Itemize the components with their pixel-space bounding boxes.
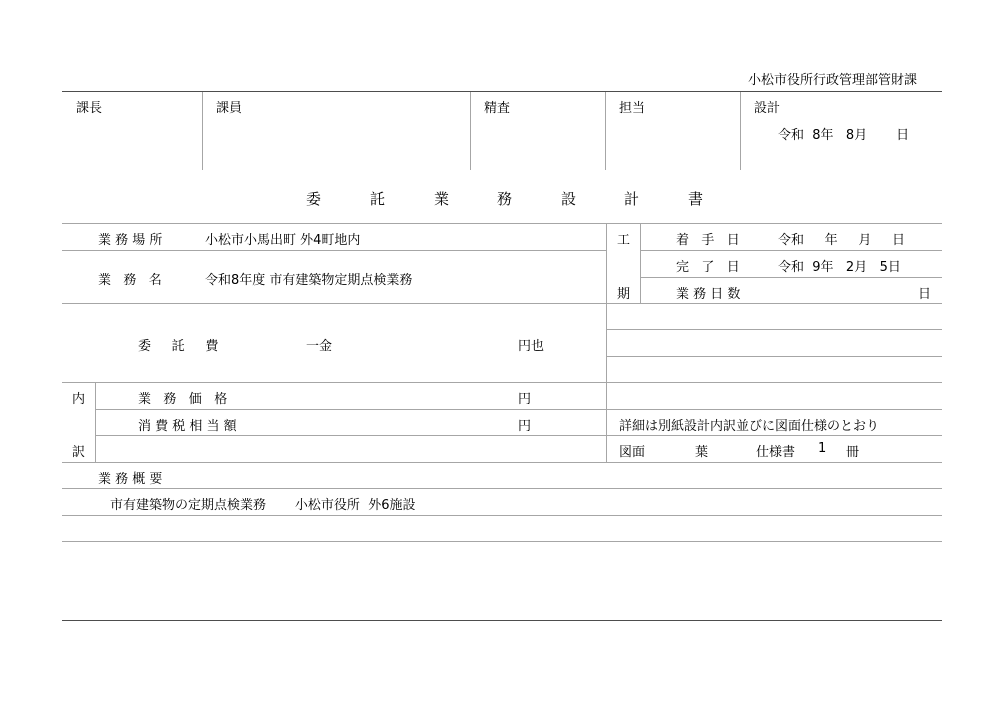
approval-seisa: 精査 [484, 101, 511, 116]
shiyousho-count: 1 [818, 441, 827, 456]
approval-kain: 課員 [216, 101, 243, 116]
title-char: 務 [497, 190, 513, 208]
schedule-ki: 期 [617, 287, 631, 302]
approval-top-border [62, 91, 942, 92]
end-date-label: 完 了 日 [676, 260, 740, 275]
grid-line [95, 409, 942, 410]
approval-kacho: 課長 [76, 101, 103, 116]
grid-line [62, 515, 942, 516]
grid-line [606, 356, 942, 357]
bottom-border [62, 620, 942, 621]
work-place-label: 業 務 場 所 [98, 233, 163, 248]
grid-line [606, 329, 942, 330]
work-place-value: 小松市小馬出町 外4町地内 [205, 233, 361, 248]
grid-line [640, 250, 942, 251]
approval-sekkei: 設計 [754, 101, 781, 116]
zumen-label: 図面 [619, 445, 646, 460]
schedule-ko: 工 [617, 233, 631, 248]
grid-line [95, 382, 96, 462]
approval-tanto: 担当 [619, 101, 646, 116]
satsu-unit: 冊 [846, 445, 860, 460]
grid-line [95, 435, 942, 436]
price-unit: 円 [518, 392, 532, 407]
work-days-label: 業 務 日 数 [676, 287, 741, 302]
detail-note: 詳細は別紙設計内訳並びに図面仕様のとおり [619, 419, 880, 434]
department-name: 小松市役所行政管理部管財課 [748, 73, 918, 88]
shiyousho-label: 仕様書 [756, 445, 796, 460]
approval-divider [470, 92, 471, 170]
grid-line [606, 223, 607, 462]
grid-line [62, 541, 942, 542]
breakdown-wake: 訳 [72, 445, 86, 460]
end-date-value: 令和 9年 2月 5日 [778, 260, 901, 275]
start-date-label: 着 手 日 [676, 233, 740, 248]
title-char: 委 [306, 190, 322, 208]
title-char: 計 [624, 190, 640, 208]
grid-line [640, 223, 641, 303]
fee-ikkin: 一金 [306, 339, 333, 354]
overview-text: 市有建築物の定期点検業務 小松市役所 外6施設 [110, 498, 416, 513]
you-unit: 葉 [695, 445, 709, 460]
title-char: 設 [561, 190, 577, 208]
work-name-label: 業 務 名 [98, 273, 162, 288]
work-name-value: 令和8年度 市有建築物定期点検業務 [205, 273, 413, 288]
grid-line [62, 223, 942, 224]
grid-line [62, 488, 942, 489]
grid-line [640, 277, 942, 278]
tax-label: 消 費 税 相 当 額 [138, 419, 237, 434]
approval-divider [202, 92, 203, 170]
fee-enya: 円也 [518, 339, 545, 354]
sekkei-date: 令和 8年 8月 日 [778, 128, 910, 143]
grid-line [62, 382, 942, 383]
price-label: 業 務 価 格 [138, 392, 228, 407]
grid-line [62, 303, 942, 304]
grid-line [62, 250, 606, 251]
title-char: 書 [688, 190, 704, 208]
overview-label: 業 務 概 要 [98, 472, 163, 487]
approval-divider [605, 92, 606, 170]
work-days-unit: 日 [918, 287, 932, 302]
title-char: 託 [370, 190, 386, 208]
title-char: 業 [434, 190, 450, 208]
fee-label: 委 託 費 [138, 339, 219, 354]
breakdown-uchi: 内 [72, 392, 86, 407]
start-date-value: 令和 年 月 日 [778, 233, 905, 248]
grid-line [62, 462, 942, 463]
tax-unit: 円 [518, 419, 532, 434]
approval-divider [740, 92, 741, 170]
